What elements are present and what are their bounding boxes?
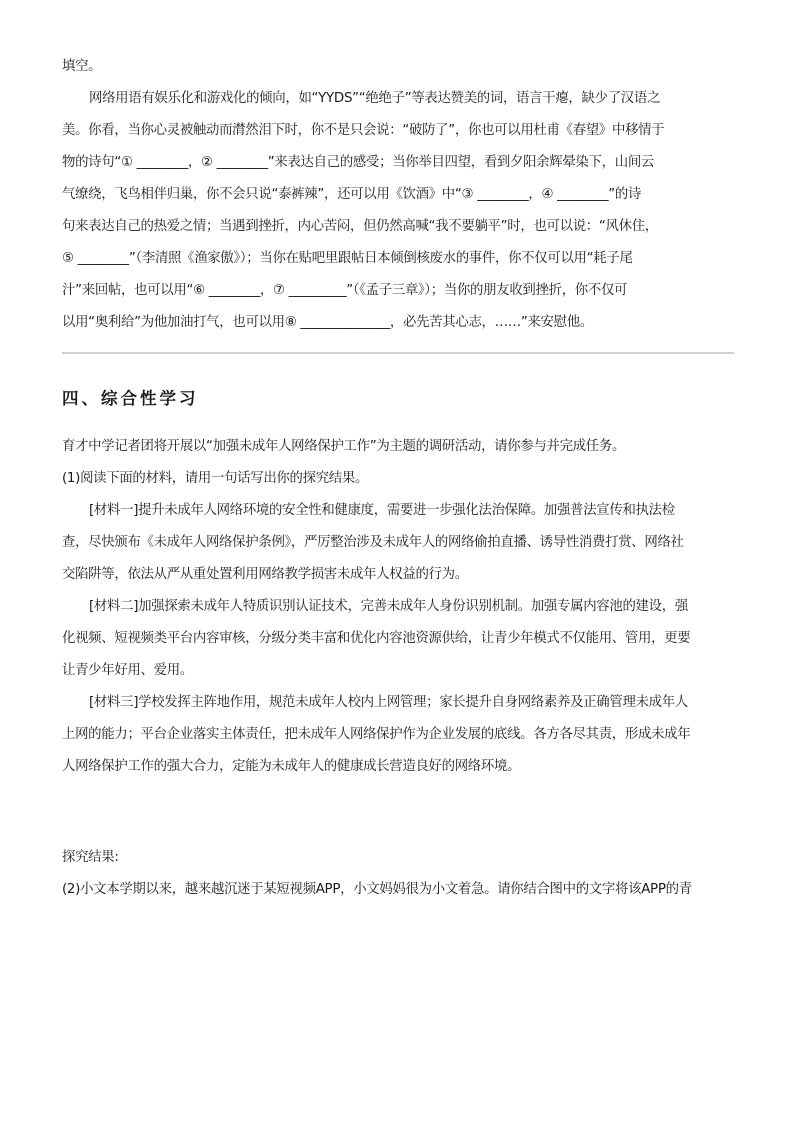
material-2-line-1: [材料二]加强探索未成年人特质识别认证技术，完善未成年人身份识别机制。加强专属内容池的建设，强 bbox=[89, 599, 688, 614]
material-3-line-1: [材料三]学校发挥主阵地作用，规范未成年人校内上网管理；家长提升自身网络素养及正确管理未成年人 bbox=[89, 695, 688, 710]
fill-in-block bbox=[62, 51, 734, 339]
fill-in-line-4: 气缭绕，飞鸟相伴归巢，你不会只说“泰裤辣”，还可以用《饮酒》中“③ ________，④ ________”的诗 bbox=[62, 187, 642, 202]
material-2-line-3: 让青少年好用、爱用。 bbox=[62, 663, 193, 678]
result-label: 探究结果: bbox=[62, 850, 119, 865]
question-2: (2)小文本学期以来，越来越沉迷于某短视频APP，小文妈妈很为小文着急。请你结合图中的文字将该APP的青 bbox=[62, 882, 692, 897]
material-1-line-2: 查，尽快颁布《未成年人网络保护条例》，严厉整治涉及未成年人的网络偷拍直播、诱导性消费打赏、网络社 bbox=[62, 535, 684, 550]
intro-text: 育才中学记者团将开展以“加强未成年人网络保护工作”为主题的调研活动，请你参与并完成任务。 bbox=[62, 439, 626, 454]
material-1-line-3: 交陷阱等，依法从严从重处置利用网络教学损害未成年人权益的行为。 bbox=[62, 567, 468, 582]
fill-in-line-2: 美。你看，当你心灵被触动而潸然泪下时，你不是只会说：“破防了”，你也可以用杜甫《春望》中移情于 bbox=[62, 123, 665, 138]
fill-in-line-1: 网络用语有娱乐化和游戏化的倾向，如“YYDS”“绝绝子”等表达赞美的词，语言干瘪，缺少了汉语之 bbox=[89, 91, 661, 106]
question-1: (1)阅读下面的材料，请用一句话写出你的探究结果。 bbox=[62, 471, 369, 486]
section-divider bbox=[62, 352, 734, 354]
fill-in-heading: 填空。 bbox=[62, 59, 102, 74]
material-2-line-2: 化视频、短视频类平台内容审核，分级分类丰富和优化内容池资源供给，让青少年模式不仅能用、管用，更要 bbox=[62, 631, 691, 646]
comprehensive-learning-block bbox=[62, 431, 734, 783]
fill-in-line-3: 物的诗句“① ________，② ________”来表达自己的感受；当你举目四望，看到夕阳余辉晕染下，山间云 bbox=[62, 155, 655, 170]
fill-in-line-6: ⑤ ________”（李清照《渔家傲》）；当你在贴吧里跟帖日本倾倒核废水的事件，你不仅可以用“耗子尾 bbox=[62, 251, 633, 266]
result-block bbox=[62, 842, 734, 906]
fill-in-line-5: 句来表达自己的热爱之情；当遇到挫折，内心苦闷，但仍然高喊“我不要躺平”时，也可以说：“风休住， bbox=[62, 219, 658, 234]
material-3-line-3: 人网络保护工作的强大合力，定能为未成年人的健康成长营造良好的网络环境。 bbox=[62, 759, 521, 774]
section-title: 四、综合性学习 bbox=[62, 389, 199, 408]
fill-in-line-7: 汁”来回帖，也可以用“⑥ ________，⑦ _________”（《孟子三章》）；当你的朋友收到挫折，你不仅可 bbox=[62, 283, 628, 298]
material-1-line-1: [材料一]提升未成年人网络环境的安全性和健康度，需要进一步强化法治保障。加强普法宣传和执法检 bbox=[89, 503, 675, 518]
material-3-line-2: 上网的能力；平台企业落实主体责任，把未成年人网络保护作为企业发展的底线。各方各尽其责，形成未成年 bbox=[62, 727, 691, 742]
fill-in-line-8: 以用“奥利给”为他加油打气，也可以用⑧ ______________，必先苦其心志，……”来安慰他。 bbox=[62, 315, 593, 330]
